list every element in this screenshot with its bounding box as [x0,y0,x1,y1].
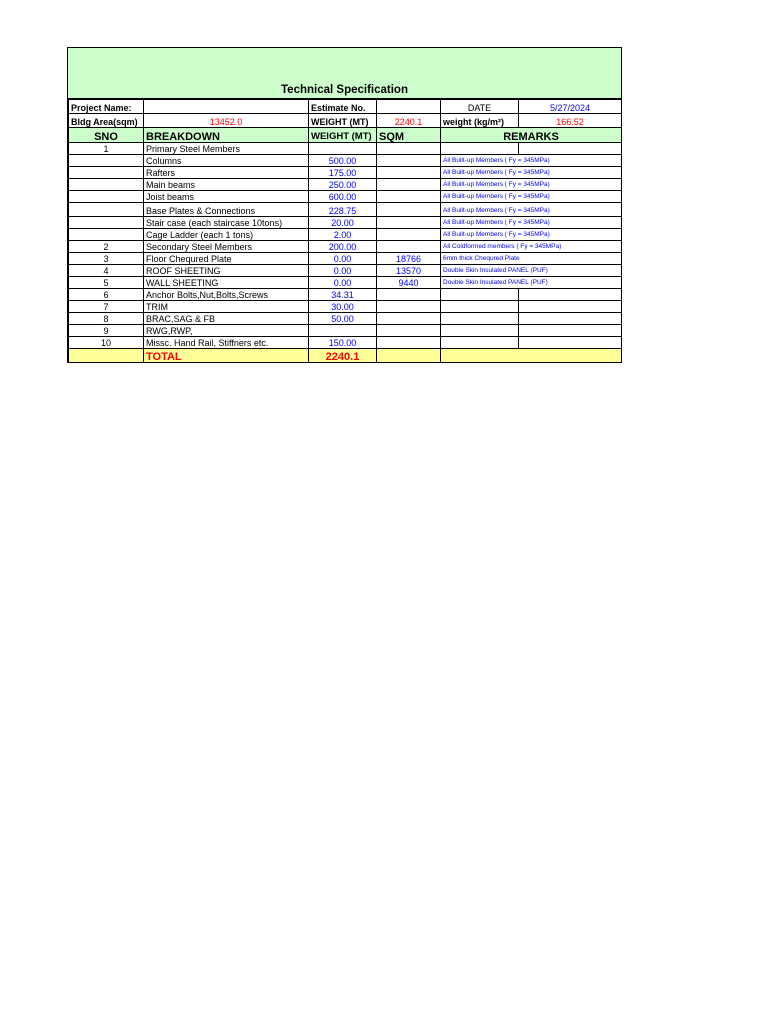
sno-cell[interactable]: 3 [69,253,144,265]
sqm-cell[interactable] [377,301,441,313]
sqm-cell[interactable] [377,203,441,217]
table-row [69,179,622,191]
total-label: TOTAL [144,349,309,363]
header-row-area [69,114,622,128]
col-header-sqm: SQM [377,128,441,143]
sqm-cell[interactable] [377,167,441,179]
bldg-area-value[interactable]: 13452.0 [144,114,309,128]
total-remarks-cell [441,349,622,363]
sqm-cell[interactable] [377,325,441,337]
breakdown-cell[interactable]: BRAC,SAG & FB [144,313,309,325]
weight-label: WEIGHT (MT) [309,114,377,128]
data-rows [69,143,622,349]
remarks-cell-a[interactable] [441,301,519,313]
remarks-cell-a[interactable] [441,337,519,349]
header-row-project [69,100,622,114]
table-row [69,241,622,253]
sqm-cell[interactable]: 13570 [377,265,441,277]
sno-cell[interactable]: 1 [69,143,144,155]
breakdown-cell[interactable]: Base Plates & Connections [144,203,309,217]
sheet-title: Technical Specification [281,84,408,96]
sqm-cell[interactable]: 18766 [377,253,441,265]
sno-cell[interactable]: 5 [69,277,144,289]
remarks-cell[interactable]: All Built-up Members ( Fy = 345MPa) [441,229,622,241]
breakdown-cell[interactable]: Anchor Bolts,Nut,Bolts,Screws [144,289,309,301]
sqm-cell[interactable] [377,155,441,167]
project-name-value[interactable] [144,100,309,114]
sqm-cell[interactable] [377,229,441,241]
remarks-cell-b[interactable] [519,325,622,337]
remarks-cell-a[interactable] [441,289,519,301]
remarks-cell-b[interactable] [519,313,622,325]
table-row [69,191,622,203]
breakdown-cell[interactable]: Primary Steel Members [144,143,309,155]
table-row [69,155,622,167]
breakdown-cell[interactable]: Cage Ladder (each 1 tons) [144,229,309,241]
sno-cell[interactable] [69,217,144,229]
breakdown-cell[interactable]: Joist beams [144,191,309,203]
estimate-value[interactable] [377,100,441,114]
project-name-label: Project Name: [69,100,144,114]
breakdown-cell[interactable]: Floor Chequred Plate [144,253,309,265]
breakdown-cell[interactable]: Columns [144,155,309,167]
remarks-cell[interactable]: All Built-up Members ( Fy = 345MPa) [441,179,622,191]
breakdown-cell[interactable]: ROOF SHEETING [144,265,309,277]
total-weight[interactable]: 2240.1 [309,349,377,363]
weight-cell[interactable] [309,325,377,337]
sqm-cell[interactable] [377,179,441,191]
sno-cell[interactable] [69,229,144,241]
table-row [69,277,622,289]
weight-cell[interactable]: 600.00 [309,191,377,203]
estimate-label: Estimate No. [309,100,377,114]
sno-cell[interactable] [69,179,144,191]
weight-cell[interactable]: 2.00 [309,229,377,241]
table-row [69,313,622,325]
weight-cell[interactable]: 30.00 [309,301,377,313]
remarks-cell-b[interactable] [519,301,622,313]
weight-cell[interactable]: 150.00 [309,337,377,349]
col-header-weight: WEIGHT (MT) [309,128,377,143]
breakdown-cell[interactable]: Rafters [144,167,309,179]
remarks-cell-b[interactable] [519,289,622,301]
breakdown-cell[interactable]: Missc. Hand Rail, Stiffners etc. [144,337,309,349]
spec-table [68,99,622,363]
remarks-cell[interactable]: Double Skin Insulated PANEL (PUF) [441,277,622,289]
remarks-cell[interactable]: All Built-up Members ( Fy = 345MPa) [441,155,622,167]
table-row [69,301,622,313]
sno-cell[interactable] [69,167,144,179]
sqm-cell[interactable] [377,289,441,301]
sno-cell[interactable]: 2 [69,241,144,253]
col-header-remarks: REMARKS [441,128,622,143]
table-row [69,229,622,241]
table-row [69,143,622,155]
table-row [69,167,622,179]
sno-cell[interactable] [69,203,144,217]
table-row [69,265,622,277]
weight-cell[interactable] [309,143,377,155]
remarks-cell[interactable]: All Built-up Members ( Fy = 345MPa) [441,217,622,229]
sqm-cell[interactable]: 9440 [377,277,441,289]
table-row [69,203,622,217]
remarks-cell[interactable]: 6mm thick Chequred Plate [441,253,622,265]
col-header-breakdown: BREAKDOWN [144,128,309,143]
weight-cell[interactable]: 50.00 [309,313,377,325]
sqm-cell[interactable] [377,217,441,229]
date-label: DATE [441,100,519,114]
breakdown-cell[interactable]: WALL SHEETING [144,277,309,289]
breakdown-cell[interactable]: Secondary Steel Members [144,241,309,253]
column-header-row [69,128,622,143]
table-row [69,337,622,349]
remarks-cell[interactable]: All Built-up Members ( Fy = 345MPa) [441,191,622,203]
table-row [69,325,622,337]
sqm-cell[interactable] [377,313,441,325]
breakdown-cell[interactable]: Main beams [144,179,309,191]
sno-cell[interactable]: 6 [69,289,144,301]
breakdown-cell[interactable]: RWG,RWP, [144,325,309,337]
remarks-cell[interactable]: All Built-up Members ( Fy = 345MPa) [441,203,622,217]
breakdown-cell[interactable]: Stair case (each staircase 10tons) [144,217,309,229]
remarks-cell-a[interactable] [441,325,519,337]
remarks-cell[interactable]: All Built-up Members ( Fy = 345MPa) [441,167,622,179]
weight-cell[interactable]: 0.00 [309,277,377,289]
sno-cell[interactable]: 10 [69,337,144,349]
sno-cell[interactable] [69,191,144,203]
weight-cell[interactable]: 20.00 [309,217,377,229]
total-sno-cell [69,349,144,363]
remarks-cell-a[interactable] [441,313,519,325]
bldg-area-label: Bldg Area(sqm) [69,114,144,128]
sno-cell[interactable]: 4 [69,265,144,277]
remarks-cell[interactable]: All Coldformed members ( Fy = 345MPa) [441,241,622,253]
col-header-sno: SNO [69,128,144,143]
remarks-cell-b[interactable] [519,337,622,349]
weight-value[interactable]: 2240.1 [377,114,441,128]
weight-cell[interactable]: 34.31 [309,289,377,301]
date-value[interactable]: 5/27/2024 [519,100,622,114]
weight-cell[interactable]: 175.00 [309,167,377,179]
total-row [69,349,622,363]
title-band [68,47,621,99]
remarks-cell-b[interactable] [519,143,622,155]
sno-cell[interactable]: 8 [69,313,144,325]
weight-cell[interactable]: 228.75 [309,203,377,217]
total-sqm-cell [377,349,441,363]
remarks-cell[interactable]: Double Skin Insulated PANEL (PUF) [441,265,622,277]
weight-cell[interactable]: 200.00 [309,241,377,253]
sqm-cell[interactable] [377,241,441,253]
weight-per-area-label: weight (kg/m²) [441,114,519,128]
weight-cell[interactable]: 0.00 [309,253,377,265]
spreadsheet [67,47,622,363]
sno-cell[interactable]: 7 [69,301,144,313]
table-row [69,217,622,229]
weight-cell[interactable]: 0.00 [309,265,377,277]
table-row [69,253,622,265]
remarks-cell-a[interactable] [441,143,519,155]
weight-per-area-value[interactable]: 166.52 [519,114,622,128]
sqm-cell[interactable] [377,143,441,155]
sqm-cell[interactable] [377,191,441,203]
breakdown-cell[interactable]: TRIM [144,301,309,313]
sno-cell[interactable] [69,155,144,167]
table-row [69,289,622,301]
sqm-cell[interactable] [377,337,441,349]
weight-cell[interactable]: 250.00 [309,179,377,191]
sno-cell[interactable]: 9 [69,325,144,337]
weight-cell[interactable]: 500.00 [309,155,377,167]
